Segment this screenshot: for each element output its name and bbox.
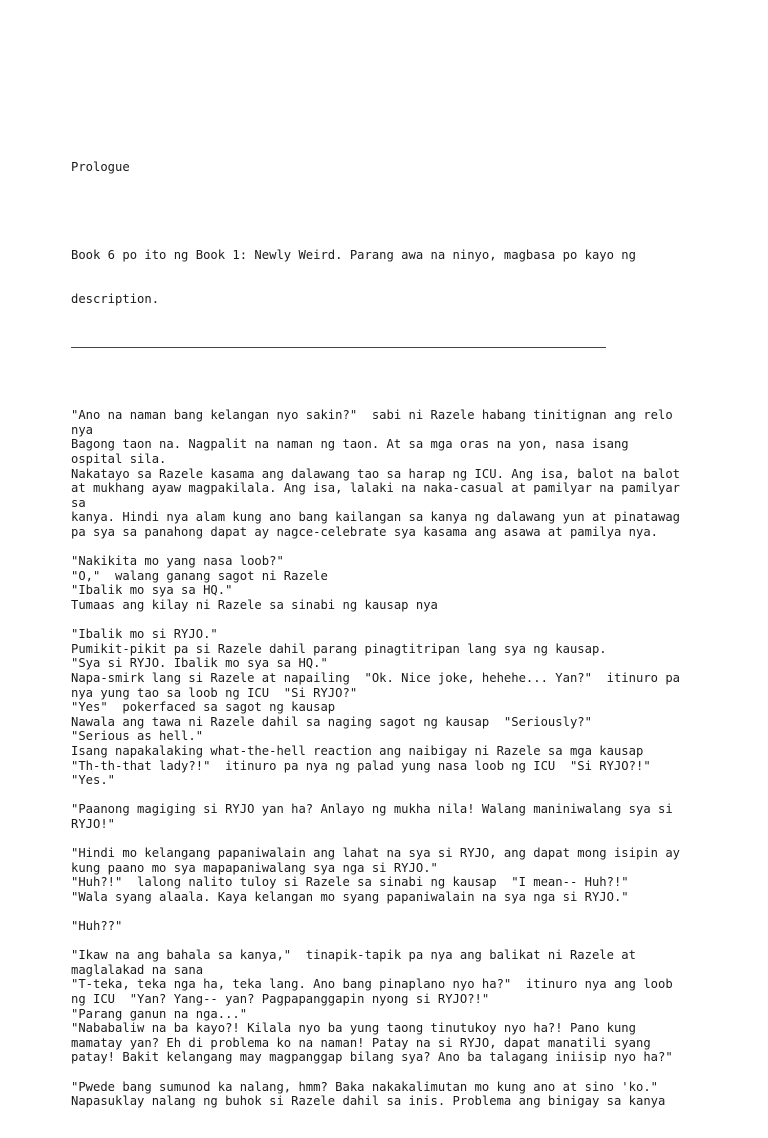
story-line: RYJO!" (71, 816, 116, 831)
blank-line (71, 540, 711, 555)
story-line: "T-teka, teka nga ha, teka lang. Ano bang pinaplano nyo ha?" itinuro nya ang loob (71, 977, 673, 992)
blank-line (71, 379, 711, 394)
story-line: "Nababaliw na ba kayo?! Kilala nyo ba yung taong tinutukoy nyo ha?! Pano kung (71, 1021, 636, 1036)
story-line: Napa-smirk lang si Razele at napailing "Ok. Nice joke, hehehe... Yan?" itinuro pa (71, 670, 681, 685)
story-line: Isang napakalaking what-the-hell reaction ang naibigay ni Razele sa mga kausap (71, 743, 644, 758)
blank-line (71, 204, 711, 219)
story-line: "Ano na naman bang kelangan nyo sakin?" sabi ni Razele habang tinitignan ang relo (71, 408, 673, 423)
story-line: Tumaas ang kilay ni Razele sa sinabi ng kausap nya (71, 598, 438, 612)
story-line: Napasuklay nalang ng buhok si Razele dahil sa inis. Problema ang binigay sa kanya (71, 1094, 666, 1109)
story-line: "Ibalik mo si RYJO." (71, 627, 218, 642)
story-line: ng ICU "Yan? Yang-- yan? Pagpapanggapin nyong si RYJO?!" (71, 992, 490, 1007)
intro-line: description. (71, 291, 160, 306)
story-line: "Yes." (71, 773, 116, 788)
story-line: sa (71, 495, 86, 510)
story-line: "Pwede bang sumunod ka nalang, hmm? Baka nakakalimutan mo kung ano at sino 'ko." (71, 1079, 658, 1094)
document-text (71, 131, 711, 1138)
story-line: kung paano mo sya mapapaniwalang sya nga si RYJO." (71, 860, 438, 875)
story-line: "Ikaw na ang bahala sa kanya," tinapik-tapik pa nya ang balikat ni Razele at (71, 948, 636, 963)
story-line: Pumikit-pikit pa si Razele dahil parang pinagtitripan lang sya ng kausap. (71, 641, 607, 656)
blank-line (71, 394, 711, 409)
story-line: "Nakikita mo yang nasa loob?" (71, 554, 284, 569)
blank-line (71, 1065, 711, 1080)
intro-line: Book 6 po ito ng Book 1: Newly Weird. Parang awa na ninyo, magbasa po kayo ng (71, 247, 636, 262)
story-line: nya yung tao sa loob ng ICU "Si RYJO?" (71, 685, 358, 700)
story-line: Bagong taon na. Nagpalit na naman ng taon. At sa mga oras na yon, nasa isang (71, 437, 629, 452)
story-line: "Ibalik mo sya sa HQ." (71, 583, 233, 598)
story-line: at mukhang ayaw magpakilala. Ang isa, lalaki na naka-casual at pamilyar na pamilyar (71, 481, 681, 496)
story-line: "Th-th-that lady?!" itinuro pa nya ng palad yung nasa loob ng ICU "Si RYJO?!" (71, 758, 651, 773)
story-line: pa sya sa panahong dapat ay nagce-celebrate sya kasama ang asawa at pamilya nya. (71, 525, 658, 540)
story-line: "Yes" pokerfaced sa sagot ng kausap (71, 700, 336, 715)
story-line: maglalakad na sana (71, 962, 204, 977)
blank-line (71, 832, 711, 847)
story-line: "Paanong magiging si RYJO yan ha? Anlayo ng mukha nila! Walang maniniwalang sya si (71, 802, 673, 817)
story-line: "Huh?!" lalong nalito tuloy si Razele sa sinabi ng kausap "I mean-- Huh?!" (71, 875, 629, 890)
story-line: "Wala syang alaala. Kaya kelangan mo syang papaniwalain na sya nga si RYJO." (71, 889, 629, 904)
story-line: "O," walang ganang sagot ni Razele (71, 568, 328, 583)
blank-line (71, 934, 711, 949)
story-line: "Huh??" (71, 919, 123, 934)
blank-line (71, 613, 711, 628)
story-line: patay! Bakit kelangang may magpanggap bilang sya? Ano ba talagang iniisip nyo ha?" (71, 1050, 673, 1065)
story-line: Nakatayo sa Razele kasama ang dalawang tao sa harap ng ICU. Ang isa, balot na balot (71, 466, 681, 481)
story-line: kanya. Hindi nya alam kung ano bang kailangan sa kanya ng dalawang yun at pinatawag (71, 510, 681, 525)
document-title: Prologue (71, 160, 130, 175)
story-line: "Serious as hell." (71, 729, 204, 744)
story-line: "Parang ganun na nga..." (71, 1006, 248, 1021)
story-line: nya (71, 422, 94, 437)
story-line: mamatay yan? Eh di problema ko na naman! Patay na si RYJO, dapat manatili syang (71, 1035, 651, 1050)
horizontal-rule (71, 335, 711, 350)
story-line: "Hindi mo kelangang papaniwalain ang lahat na sya si RYJO, ang dapat mong isipin ay (71, 846, 681, 861)
blank-line (71, 904, 711, 919)
blank-line (71, 788, 711, 803)
story-line: ospital sila. (71, 452, 167, 467)
story-body (71, 379, 711, 1109)
story-line: "Sya si RYJO. Ibalik mo sya sa HQ." (71, 656, 328, 671)
story-line: Nawala ang tawa ni Razele dahil sa naging sagot ng kausap "Seriously?" (71, 714, 592, 729)
